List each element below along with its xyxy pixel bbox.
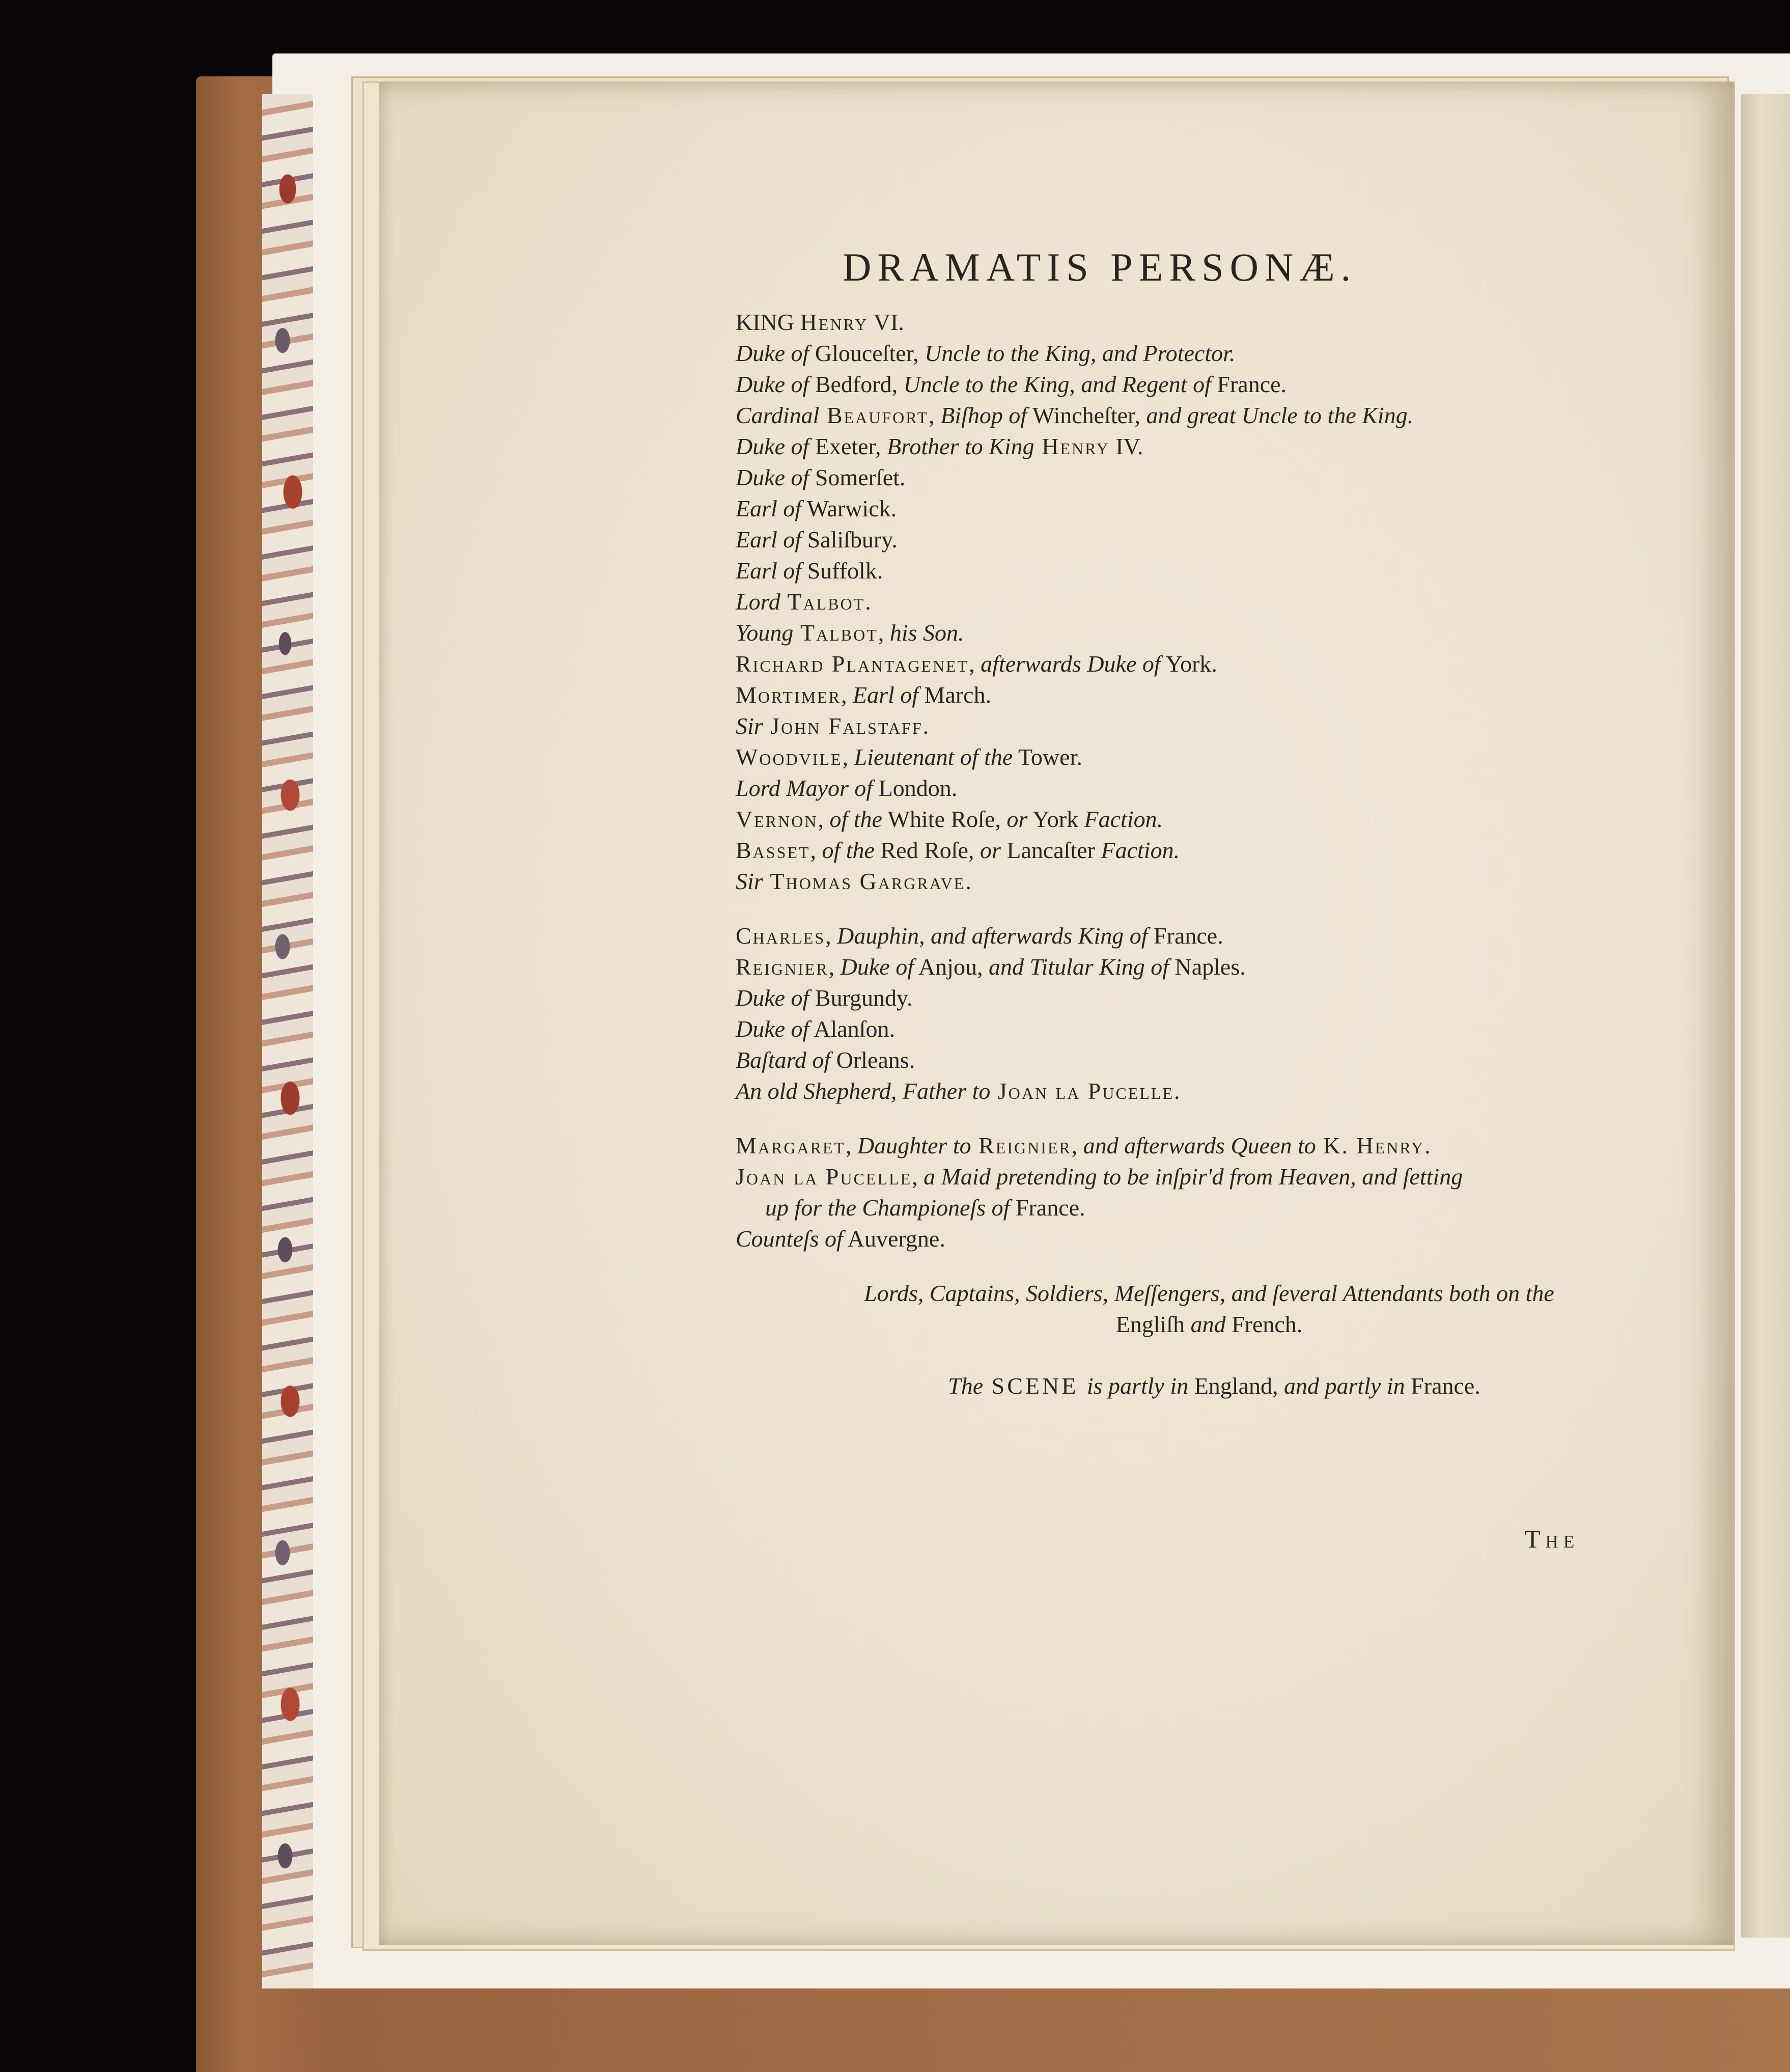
text-run: Earl of bbox=[736, 558, 802, 584]
text-run: Reignier bbox=[736, 954, 829, 980]
extras-line bbox=[736, 1309, 1683, 1340]
text-run: An old Shepherd, Father to bbox=[736, 1078, 991, 1104]
text-run: Earl of bbox=[736, 495, 802, 521]
text-run: . bbox=[965, 868, 971, 894]
extras-note bbox=[736, 1278, 1683, 1340]
person-entry bbox=[736, 338, 1683, 369]
person-entry bbox=[736, 741, 1683, 772]
person-entry bbox=[736, 1161, 1683, 1192]
text-run: , bbox=[825, 923, 837, 949]
text-run: Faction. bbox=[1101, 837, 1180, 863]
text-run: Orleans. bbox=[830, 1047, 915, 1073]
text-run: Earl of bbox=[852, 682, 919, 708]
text-run: Suffolk. bbox=[801, 558, 883, 584]
extras-line bbox=[736, 1278, 1683, 1309]
text-run: France. bbox=[1010, 1195, 1085, 1221]
person-entry bbox=[736, 1130, 1683, 1161]
text-run: France. bbox=[1211, 371, 1287, 397]
text-run: London. bbox=[873, 775, 958, 801]
person-entry bbox=[736, 586, 1683, 617]
text-run: Vernon bbox=[736, 806, 818, 832]
person-entry bbox=[736, 920, 1683, 951]
text-run: Charles bbox=[736, 923, 826, 949]
text-run: K. Henry bbox=[1316, 1132, 1425, 1158]
text-run: , bbox=[929, 402, 941, 428]
person-entry bbox=[736, 555, 1683, 586]
person-entry bbox=[736, 524, 1683, 555]
dramatis-personae-list bbox=[736, 307, 1683, 1278]
text-run: , bbox=[810, 837, 822, 863]
text-run: , bbox=[846, 1132, 858, 1158]
text-run: Engliſh bbox=[1115, 1311, 1185, 1337]
text-run: afterwards Duke of bbox=[981, 651, 1161, 677]
person-entry bbox=[736, 462, 1683, 493]
text-run: Wincheſter, bbox=[1027, 402, 1146, 428]
text-run: VI. bbox=[868, 309, 904, 335]
text-run: or bbox=[1006, 806, 1028, 832]
text-run: Glouceſter, bbox=[809, 340, 925, 366]
text-run: Bedford, bbox=[809, 371, 904, 397]
person-entry bbox=[736, 679, 1683, 710]
person-entry bbox=[736, 982, 1683, 1013]
text-run: York. bbox=[1160, 651, 1217, 677]
text-run: his Son. bbox=[889, 620, 964, 646]
text-run: Henry bbox=[1034, 433, 1110, 459]
text-run: Tower. bbox=[1013, 744, 1082, 770]
text-run: Henry bbox=[800, 309, 869, 335]
person-entry bbox=[736, 1013, 1683, 1044]
scene-statement bbox=[736, 1370, 1683, 1401]
text-run: Alanſon. bbox=[809, 1016, 896, 1042]
text-run: Talbot bbox=[780, 589, 865, 615]
facing-page-edge bbox=[1741, 94, 1790, 1938]
text-run: Cardinal bbox=[736, 402, 820, 428]
text-run: , bbox=[1071, 1132, 1083, 1158]
text-run: Duke of bbox=[736, 340, 809, 366]
text-run: Reignier bbox=[971, 1132, 1072, 1158]
text-run: . bbox=[922, 713, 929, 739]
person-entry bbox=[736, 835, 1683, 866]
text-run: Young bbox=[736, 620, 794, 646]
text-run: Mortimer bbox=[736, 682, 841, 708]
text-run: , bbox=[828, 954, 841, 980]
person-entry bbox=[736, 1223, 1683, 1254]
text-run: John Falstaff bbox=[763, 713, 923, 739]
text-run: Brother to King bbox=[887, 433, 1034, 459]
page-title: DRAMATIS PERSONÆ. bbox=[843, 245, 1357, 289]
person-entry bbox=[736, 369, 1683, 400]
text-run: Joan la Pucelle bbox=[736, 1164, 912, 1190]
person-entry bbox=[736, 710, 1683, 741]
person-entry bbox=[736, 772, 1683, 804]
text-run: Duke of bbox=[840, 954, 914, 980]
text-run: and bbox=[1185, 1311, 1232, 1337]
text-run: Faction. bbox=[1084, 806, 1163, 832]
text-run: Sir bbox=[736, 868, 763, 894]
text-run: . bbox=[865, 589, 871, 615]
text-run: French. bbox=[1232, 1311, 1303, 1337]
person-entry bbox=[736, 617, 1683, 648]
text-run: The bbox=[948, 1373, 984, 1399]
text-run: and partly in bbox=[1284, 1373, 1405, 1399]
text-run: Duke of bbox=[736, 985, 809, 1011]
text-run: SCENE bbox=[983, 1373, 1087, 1399]
text-run: Earl of bbox=[736, 527, 802, 552]
text-run: Anjou, bbox=[914, 954, 989, 980]
person-entry bbox=[736, 307, 1683, 338]
person-entry bbox=[736, 1044, 1683, 1075]
page-text bbox=[736, 239, 1683, 1401]
text-run: Biſhop of bbox=[940, 402, 1027, 428]
marbled-endpaper bbox=[262, 94, 313, 1988]
person-entry bbox=[736, 866, 1683, 897]
text-run: and great Uncle to the King. bbox=[1146, 402, 1414, 428]
text-run: Uncle to the King, and Protector. bbox=[925, 340, 1236, 366]
text-run: Lord bbox=[736, 589, 780, 615]
text-run: Basset bbox=[736, 837, 810, 863]
text-run: Lord Mayor of bbox=[736, 775, 873, 801]
text-run: Lords, Captains, Soldiers, Meſſengers, and ſeveral Attendants both on the bbox=[864, 1280, 1554, 1306]
text-run: KING bbox=[736, 309, 800, 335]
text-run: Duke of bbox=[736, 371, 809, 397]
text-run: Woodvile bbox=[736, 744, 843, 770]
text-run: Somerſet. bbox=[809, 464, 906, 490]
text-run: Exeter, bbox=[809, 433, 887, 459]
text-run: Talbot bbox=[793, 620, 878, 646]
text-run: Counteſs of bbox=[736, 1226, 843, 1252]
text-run: Burgundy. bbox=[809, 985, 913, 1011]
text-run: Duke of bbox=[736, 464, 809, 490]
text-run: IV. bbox=[1109, 433, 1143, 459]
text-run: and afterwards Queen to bbox=[1083, 1132, 1316, 1158]
text-run: Joan la Pucelle bbox=[990, 1078, 1174, 1104]
person-entry bbox=[736, 400, 1683, 431]
text-run: Lieutenant of the bbox=[854, 744, 1013, 770]
text-run: Thomas Gargrave bbox=[763, 868, 966, 894]
text-run: , bbox=[912, 1164, 924, 1190]
text-run: Warwick. bbox=[801, 495, 897, 521]
spacer bbox=[736, 897, 1683, 920]
text-run: York bbox=[1027, 806, 1084, 832]
text-run: Saliſbury. bbox=[801, 527, 898, 552]
text-run: Beaufort bbox=[819, 402, 929, 428]
text-run: . bbox=[1174, 1078, 1180, 1104]
text-run: , bbox=[818, 806, 830, 832]
text-run: Lancaſter bbox=[1000, 837, 1101, 863]
text-run: of the bbox=[829, 806, 882, 832]
text-run: , bbox=[969, 651, 981, 677]
text-run: Sir bbox=[736, 713, 763, 739]
text-run: Richard Plantagenet bbox=[736, 651, 969, 677]
text-run: is partly in bbox=[1086, 1373, 1189, 1399]
text-run: White Roſe, bbox=[882, 806, 1007, 832]
text-run: Baſtard of bbox=[736, 1047, 831, 1073]
text-run: France. bbox=[1148, 923, 1223, 949]
text-run: Duke of bbox=[736, 433, 809, 459]
text-run: England, bbox=[1188, 1373, 1284, 1399]
text-run: March. bbox=[918, 682, 992, 708]
spacer bbox=[736, 1254, 1683, 1278]
text-run: Duke of bbox=[736, 1016, 809, 1042]
text-run: Auvergne. bbox=[843, 1226, 945, 1252]
text-run: of the bbox=[822, 837, 875, 863]
catchword: The bbox=[1525, 1525, 1580, 1553]
text-run: France. bbox=[1405, 1373, 1480, 1399]
person-entry bbox=[736, 493, 1683, 524]
text-run: or bbox=[980, 837, 1001, 863]
text-run: , bbox=[878, 620, 890, 646]
text-run: Red Roſe, bbox=[874, 837, 980, 863]
text-run: , bbox=[842, 744, 854, 770]
text-run: , bbox=[841, 682, 853, 708]
person-entry bbox=[736, 1075, 1683, 1107]
text-run: Daughter to bbox=[857, 1132, 971, 1158]
person-entry bbox=[736, 951, 1683, 982]
person-entry bbox=[736, 804, 1683, 835]
text-run: . bbox=[1424, 1132, 1431, 1158]
text-run: and Titular King of bbox=[988, 954, 1169, 980]
person-entry bbox=[736, 431, 1683, 462]
person-entry bbox=[736, 648, 1683, 679]
spacer bbox=[736, 1107, 1683, 1130]
text-run: Margaret bbox=[736, 1132, 846, 1158]
text-run: Naples. bbox=[1169, 954, 1246, 980]
text-run: Dauphin, and afterwards King of bbox=[837, 923, 1148, 949]
person-entry bbox=[736, 1192, 1683, 1223]
text-run: Uncle to the King, and Regent of bbox=[903, 371, 1211, 397]
text-run: a Maid pretending to be inſpir'd from Heaven, and ſetting bbox=[924, 1164, 1463, 1190]
text-run: up for the Championeſs of bbox=[765, 1195, 1010, 1221]
